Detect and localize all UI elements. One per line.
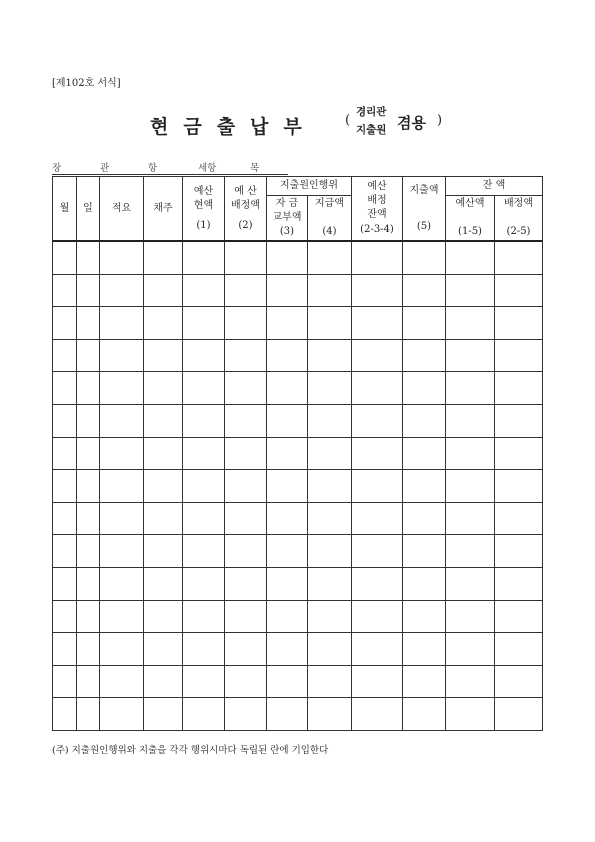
table-cell[interactable]: [225, 633, 267, 666]
field-label-sehang: 세항: [198, 163, 217, 174]
table-cell[interactable]: [308, 470, 352, 503]
table-row: [53, 633, 543, 666]
table-cell[interactable]: [77, 404, 100, 437]
table-cell[interactable]: [446, 404, 495, 437]
table-cell[interactable]: [446, 600, 495, 633]
table-cell[interactable]: [352, 437, 403, 470]
table-cell[interactable]: [267, 307, 308, 340]
table-cell[interactable]: [495, 372, 543, 405]
table-cell[interactable]: [183, 567, 225, 600]
table-cell[interactable]: [495, 274, 543, 307]
field-label-jang: 장: [52, 163, 62, 174]
table-cell[interactable]: [100, 665, 144, 698]
table-cell[interactable]: [183, 698, 225, 731]
table-cell[interactable]: [225, 241, 267, 274]
footnote: (주) 지출원인행위와 지출을 각각 행위시마다 독립된 란에 기입한다: [52, 745, 329, 756]
header-budget-alloc-balance: 예산 배정 잔액 (2-3-4): [352, 177, 403, 242]
table-cell[interactable]: [225, 600, 267, 633]
header-day: 일: [77, 177, 100, 242]
table-cell[interactable]: [267, 600, 308, 633]
table-cell[interactable]: [183, 437, 225, 470]
table-row: [53, 241, 543, 274]
table-cell[interactable]: [225, 567, 267, 600]
table-cell[interactable]: [267, 535, 308, 568]
table-cell[interactable]: [403, 502, 446, 535]
table-row: [53, 404, 543, 437]
table-cell[interactable]: [100, 339, 144, 372]
table-cell[interactable]: [446, 339, 495, 372]
title-sub-accountant: 경리관: [356, 106, 387, 118]
table-cell[interactable]: [352, 567, 403, 600]
table-cell[interactable]: [403, 600, 446, 633]
table-cell[interactable]: [53, 698, 77, 731]
table-cell[interactable]: [308, 339, 352, 372]
table-cell[interactable]: [352, 600, 403, 633]
header-budget-allocated: 예 산 배정액 (2): [225, 177, 267, 242]
table-cell[interactable]: [77, 470, 100, 503]
table-cell[interactable]: [100, 241, 144, 274]
table-cell[interactable]: [267, 372, 308, 405]
table-cell[interactable]: [403, 567, 446, 600]
table-cell[interactable]: [53, 307, 77, 340]
table-cell[interactable]: [495, 470, 543, 503]
table-cell[interactable]: [446, 633, 495, 666]
header-fund-grant: 자 금 교부액 (3): [267, 196, 308, 242]
table-cell[interactable]: [144, 274, 183, 307]
table-cell[interactable]: [77, 339, 100, 372]
table-cell[interactable]: [267, 241, 308, 274]
table-cell[interactable]: [100, 404, 144, 437]
table-cell[interactable]: [144, 665, 183, 698]
table-cell[interactable]: [100, 307, 144, 340]
table-row: [53, 307, 543, 340]
title-sub-disburser: 지출원: [356, 124, 387, 136]
table-cell[interactable]: [183, 633, 225, 666]
table-cell[interactable]: [144, 502, 183, 535]
table-cell[interactable]: [446, 307, 495, 340]
table-cell[interactable]: [308, 535, 352, 568]
table-cell[interactable]: [403, 241, 446, 274]
page-title: 현금출납부: [150, 116, 317, 138]
table-row: [53, 470, 543, 503]
table-cell[interactable]: [495, 600, 543, 633]
table-cell[interactable]: [53, 535, 77, 568]
table-cell[interactable]: [352, 502, 403, 535]
table-cell[interactable]: [53, 437, 77, 470]
table-cell[interactable]: [495, 502, 543, 535]
table-cell[interactable]: [183, 665, 225, 698]
table-cell[interactable]: [267, 633, 308, 666]
table-cell[interactable]: [308, 307, 352, 340]
table-cell[interactable]: [100, 274, 144, 307]
table-cell[interactable]: [100, 470, 144, 503]
table-cell[interactable]: [352, 698, 403, 731]
table-cell[interactable]: [267, 665, 308, 698]
table-cell[interactable]: [495, 307, 543, 340]
table-row: [53, 437, 543, 470]
table-cell[interactable]: [267, 567, 308, 600]
table-cell[interactable]: [225, 535, 267, 568]
header-month: 월: [53, 177, 77, 242]
table-cell[interactable]: [225, 274, 267, 307]
table-cell[interactable]: [352, 307, 403, 340]
table-cell[interactable]: [77, 698, 100, 731]
table-cell[interactable]: [100, 437, 144, 470]
table-cell[interactable]: [308, 665, 352, 698]
table-cell[interactable]: [308, 372, 352, 405]
cash-ledger-table: [52, 176, 543, 731]
header-balance-group: 잔 액: [446, 177, 543, 196]
header-balance-budget: 예산액 (1-5): [446, 196, 495, 242]
title-paren-right: ): [437, 113, 443, 128]
table-cell[interactable]: [495, 535, 543, 568]
table-cell[interactable]: [446, 665, 495, 698]
table-cell[interactable]: [352, 633, 403, 666]
table-cell[interactable]: [53, 567, 77, 600]
table-cell[interactable]: [53, 502, 77, 535]
table-cell[interactable]: [446, 535, 495, 568]
table-cell[interactable]: [403, 437, 446, 470]
table-cell[interactable]: [144, 698, 183, 731]
table-cell[interactable]: [144, 404, 183, 437]
table-cell[interactable]: [308, 567, 352, 600]
table-cell[interactable]: [77, 600, 100, 633]
table-cell[interactable]: [53, 470, 77, 503]
table-cell[interactable]: [53, 404, 77, 437]
table-cell[interactable]: [403, 307, 446, 340]
title-combined: 겸용: [397, 114, 426, 132]
table-cell[interactable]: [225, 698, 267, 731]
table-cell[interactable]: [308, 404, 352, 437]
table-row: [53, 600, 543, 633]
table-row: [53, 535, 543, 568]
header-budget-current: 예산 현액 (1): [183, 177, 225, 242]
table-cell[interactable]: [77, 437, 100, 470]
table-cell[interactable]: [495, 567, 543, 600]
table-cell[interactable]: [495, 241, 543, 274]
table-cell[interactable]: [308, 437, 352, 470]
table-cell[interactable]: [403, 698, 446, 731]
ledger-body: [53, 241, 543, 730]
table-cell[interactable]: [53, 665, 77, 698]
budget-classification-line: [52, 162, 288, 175]
table-cell[interactable]: [100, 600, 144, 633]
field-label-mok: 목: [250, 163, 260, 174]
table-cell[interactable]: [308, 241, 352, 274]
table-cell[interactable]: [53, 372, 77, 405]
table-cell[interactable]: [403, 372, 446, 405]
header-payment: 지급액 (4): [308, 196, 352, 242]
table-cell[interactable]: [53, 241, 77, 274]
table-cell[interactable]: [100, 698, 144, 731]
table-cell[interactable]: [77, 241, 100, 274]
table-cell[interactable]: [53, 600, 77, 633]
table-row: [53, 698, 543, 731]
table-cell[interactable]: [183, 470, 225, 503]
table-row: [53, 665, 543, 698]
table-cell[interactable]: [352, 535, 403, 568]
table-cell[interactable]: [267, 339, 308, 372]
table-row: [53, 339, 543, 372]
table-cell[interactable]: [100, 633, 144, 666]
table-cell[interactable]: [183, 274, 225, 307]
table-cell[interactable]: [144, 241, 183, 274]
table-cell[interactable]: [495, 437, 543, 470]
table-cell[interactable]: [308, 633, 352, 666]
table-cell[interactable]: [308, 274, 352, 307]
table-cell[interactable]: [352, 665, 403, 698]
table-cell[interactable]: [144, 600, 183, 633]
table-cell[interactable]: [183, 535, 225, 568]
table-cell[interactable]: [495, 633, 543, 666]
table-cell[interactable]: [53, 274, 77, 307]
table-cell[interactable]: [446, 274, 495, 307]
table-cell[interactable]: [225, 502, 267, 535]
table-cell[interactable]: [144, 535, 183, 568]
field-label-hang: 항: [148, 163, 158, 174]
header-summary: 적요: [100, 177, 144, 242]
table-row: [53, 372, 543, 405]
table-cell[interactable]: [144, 307, 183, 340]
header-payee: 채주: [144, 177, 183, 242]
table-cell[interactable]: [77, 274, 100, 307]
table-cell[interactable]: [403, 404, 446, 437]
table-cell[interactable]: [183, 600, 225, 633]
header-balance-alloc: 배정액 (2-5): [495, 196, 543, 242]
table-cell[interactable]: [446, 372, 495, 405]
table-cell[interactable]: [495, 339, 543, 372]
table-cell[interactable]: [352, 241, 403, 274]
table-cell[interactable]: [225, 404, 267, 437]
table-cell[interactable]: [53, 633, 77, 666]
table-cell[interactable]: [144, 339, 183, 372]
table-cell[interactable]: [352, 274, 403, 307]
table-cell[interactable]: [77, 535, 100, 568]
table-cell[interactable]: [225, 372, 267, 405]
table-cell[interactable]: [183, 372, 225, 405]
header-officer-group: 지출원인행위: [267, 177, 352, 196]
table-cell[interactable]: [77, 307, 100, 340]
table-cell[interactable]: [446, 437, 495, 470]
table-cell[interactable]: [77, 567, 100, 600]
table-cell[interactable]: [77, 633, 100, 666]
table-cell[interactable]: [144, 470, 183, 503]
table-cell[interactable]: [403, 535, 446, 568]
table-cell[interactable]: [183, 404, 225, 437]
table-cell[interactable]: [183, 241, 225, 274]
table-cell[interactable]: [495, 404, 543, 437]
table-cell[interactable]: [53, 339, 77, 372]
table-cell[interactable]: [183, 307, 225, 340]
table-cell[interactable]: [267, 274, 308, 307]
table-cell[interactable]: [183, 339, 225, 372]
table-cell[interactable]: [225, 470, 267, 503]
table-cell[interactable]: [352, 470, 403, 503]
table-cell[interactable]: [77, 665, 100, 698]
table-row: [53, 567, 543, 600]
table-row: [53, 274, 543, 307]
table-cell[interactable]: [267, 502, 308, 535]
table-cell[interactable]: [77, 502, 100, 535]
table-cell[interactable]: [403, 665, 446, 698]
table-cell[interactable]: [446, 241, 495, 274]
table-cell[interactable]: [267, 404, 308, 437]
table-cell[interactable]: [352, 339, 403, 372]
table-cell[interactable]: [446, 698, 495, 731]
title-block: [0, 104, 595, 144]
table-cell[interactable]: [183, 502, 225, 535]
table-cell[interactable]: [144, 437, 183, 470]
form-number: [제102호 서식]: [52, 78, 121, 89]
field-label-gwan: 관: [100, 163, 110, 174]
table-cell[interactable]: [144, 633, 183, 666]
table-cell[interactable]: [267, 698, 308, 731]
table-cell[interactable]: [352, 372, 403, 405]
table-cell[interactable]: [267, 437, 308, 470]
table-cell[interactable]: [267, 470, 308, 503]
table-cell[interactable]: [403, 274, 446, 307]
table-cell[interactable]: [225, 339, 267, 372]
table-cell[interactable]: [403, 339, 446, 372]
table-cell[interactable]: [495, 665, 543, 698]
table-cell[interactable]: [144, 372, 183, 405]
title-paren-left: (: [345, 113, 351, 128]
table-cell[interactable]: [308, 698, 352, 731]
table-cell[interactable]: [308, 600, 352, 633]
header-expenditure: 지출액 (5): [403, 177, 446, 242]
table-cell[interactable]: [100, 502, 144, 535]
table-cell[interactable]: [225, 437, 267, 470]
table-cell[interactable]: [403, 470, 446, 503]
table-cell[interactable]: [144, 567, 183, 600]
table-cell[interactable]: [77, 372, 100, 405]
table-cell[interactable]: [100, 567, 144, 600]
table-cell[interactable]: [100, 372, 144, 405]
table-cell[interactable]: [225, 665, 267, 698]
table-row: [53, 502, 543, 535]
table-cell[interactable]: [308, 502, 352, 535]
table-cell[interactable]: [446, 567, 495, 600]
table-cell[interactable]: [403, 633, 446, 666]
table-cell[interactable]: [495, 698, 543, 731]
table-cell[interactable]: [446, 470, 495, 503]
table-cell[interactable]: [352, 404, 403, 437]
table-cell[interactable]: [446, 502, 495, 535]
table-cell[interactable]: [100, 535, 144, 568]
table-cell[interactable]: [225, 307, 267, 340]
